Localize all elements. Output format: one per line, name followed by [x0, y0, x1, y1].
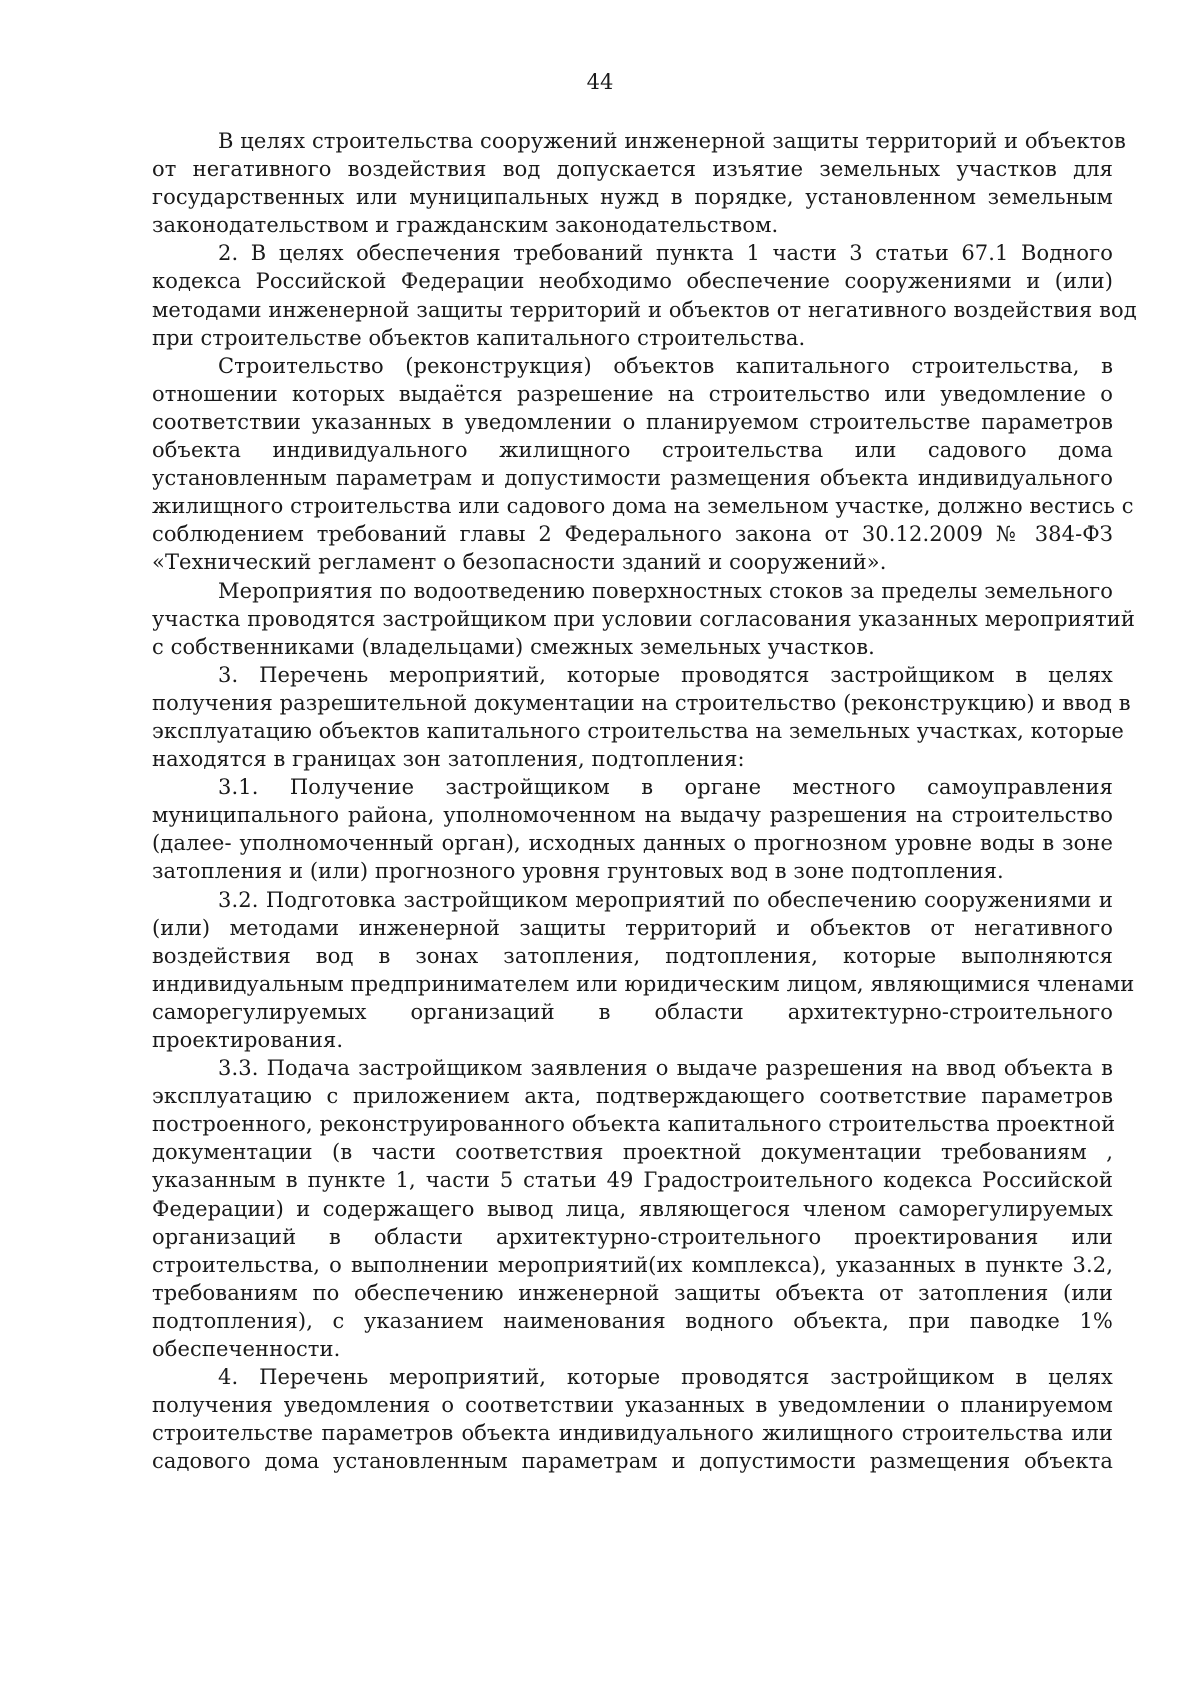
- text-line: саморегулируемых организаций в области архитектурно-строительного: [152, 999, 1113, 1024]
- text-line: затопления и (или) прогнозного уровня грунтовых вод в зоне подтопления.: [152, 859, 1004, 884]
- text-line: соблюдением требований главы 2 Федерального закона от 30.12.2009 № 384-ФЗ: [152, 522, 1113, 547]
- text-line: воздействия вод в зонах затопления, подтопления, которые выполняются: [152, 943, 1113, 968]
- text-line: отношении которых выдаётся разрешение на строительство или уведомление о: [152, 381, 1113, 406]
- text-line: законодательством и гражданским законодательством.: [152, 213, 779, 238]
- paragraph: [152, 239, 1137, 351]
- paragraph: [152, 352, 1134, 577]
- text-line: объекта индивидуального жилищного строительства или садового дома: [152, 438, 1113, 463]
- paragraph: [152, 661, 1131, 773]
- document-body: [152, 127, 1137, 1476]
- paragraph: [152, 1363, 1113, 1475]
- text-line: документации (в части соответствия проектной документации требованиям ,: [152, 1140, 1113, 1165]
- paragraph: [152, 886, 1135, 1055]
- paragraph: [152, 773, 1113, 885]
- text-line: организаций в области архитектурно-строительного проектирования или: [152, 1224, 1113, 1249]
- text-line: индивидуальным предпринимателем или юридическим лицом, являющимися членами: [152, 971, 1135, 996]
- text-line: В целях строительства сооружений инженерной защиты территорий и объектов: [218, 129, 1126, 153]
- text-line: участка проводятся застройщиком при условии согласования указанных мероприятий: [152, 606, 1135, 631]
- text-line: указанным в пункте 1, части 5 статьи 49 Градостроительного кодекса Российской: [152, 1168, 1113, 1193]
- text-line: строительства, о выполнении мероприятий(их комплекса), указанных в пункте 3.2,: [152, 1252, 1113, 1277]
- paragraph: [152, 127, 1126, 239]
- text-line: обеспеченности.: [152, 1337, 341, 1362]
- text-line: подтопления), с указанием наименования водного объекта, при паводке 1%: [152, 1308, 1113, 1333]
- text-line: Строительство (реконструкция) объектов капитального строительства, в: [218, 353, 1113, 378]
- text-line: 2. В целях обеспечения требований пункта 1 части 3 статьи 67.1 Водного: [218, 241, 1113, 266]
- text-line: садового дома установленным параметрам и допустимости размещения объекта: [152, 1449, 1113, 1474]
- text-line: эксплуатацию объектов капитального строительства на земельных участках, которые: [152, 718, 1124, 743]
- text-line: установленным параметрам и допустимости размещения объекта индивидуального: [152, 466, 1113, 491]
- text-line: Федерации) и содержащего вывод лица, являющегося членом саморегулируемых: [152, 1196, 1113, 1221]
- text-line: методами инженерной защиты территорий и объектов от негативного воздействия вод: [152, 297, 1137, 322]
- text-line: с собственниками (владельцами) смежных земельных участков.: [152, 634, 875, 659]
- text-line: соответствии указанных в уведомлении о планируемом строительстве параметров: [152, 409, 1113, 434]
- text-line: требованиям по обеспечению инженерной защиты объекта от затопления (или: [152, 1280, 1113, 1305]
- text-line: муниципального района, уполномоченном на выдачу разрешения на строительство: [152, 803, 1113, 828]
- text-line: (далее- уполномоченный орган), исходных данных о прогнозном уровне воды в зоне: [152, 831, 1113, 856]
- text-line: получения уведомления о соответствии указанных в уведомлении о планируемом: [152, 1393, 1113, 1418]
- text-line: 3.3. Подача застройщиком заявления о выдаче разрешения на ввод объекта в: [218, 1056, 1113, 1081]
- text-line: (или) методами инженерной защиты территорий и объектов от негативного: [152, 915, 1113, 940]
- text-line: находятся в границах зон затопления, подтопления:: [152, 747, 745, 772]
- text-line: эксплуатацию с приложением акта, подтверждающего соответствие параметров: [152, 1084, 1113, 1109]
- text-line: 3.2. Подготовка застройщиком мероприятий по обеспечению сооружениями и: [218, 887, 1113, 912]
- paragraph: [152, 577, 1135, 661]
- text-line: от негативного воздействия вод допускается изъятие земельных участков для: [152, 157, 1113, 182]
- text-line: Мероприятия по водоотведению поверхностных стоков за пределы земельного: [218, 578, 1113, 603]
- text-line: проектирования.: [152, 1028, 344, 1052]
- page-number: 44: [586, 70, 614, 94]
- paragraph: [152, 1054, 1116, 1363]
- text-line: кодекса Российской Федерации необходимо обеспечение сооружениями и (или): [152, 269, 1113, 294]
- text-line: строительстве параметров объекта индивидуального жилищного строительства или: [152, 1421, 1113, 1446]
- text-line: 3. Перечень мероприятий, которые проводятся застройщиком в целях: [218, 662, 1113, 687]
- text-line: при строительстве объектов капитального строительства.: [152, 325, 806, 350]
- text-line: «Технический регламент о безопасности зданий и сооружений».: [152, 550, 887, 575]
- text-line: 3.1. Получение застройщиком в органе местного самоуправления: [218, 775, 1113, 800]
- text-line: государственных или муниципальных нужд в порядке, установленном земельным: [152, 185, 1113, 210]
- text-line: 4. Перечень мероприятий, которые проводятся застройщиком в целях: [218, 1365, 1113, 1390]
- text-line: жилищного строительства или садового дома на земельном участке, должно вестись с: [152, 494, 1134, 519]
- text-line: построенного, реконструированного объекта капитального строительства проектной: [152, 1112, 1116, 1137]
- text-line: получения разрешительной документации на строительство (реконструкцию) и ввод в: [152, 690, 1131, 715]
